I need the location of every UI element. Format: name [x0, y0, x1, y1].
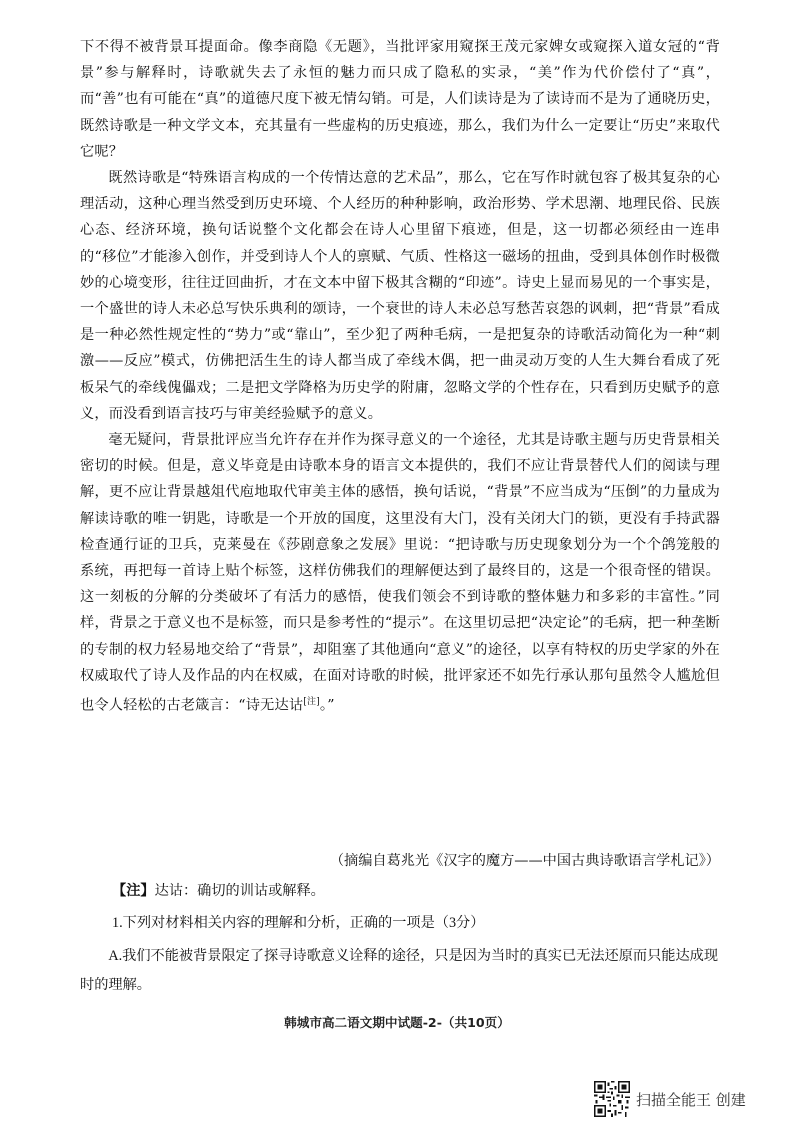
- option-a: A.我们不能被背景限定了探寻诗歌意义诠释的途径，只是因为当时的真实已无法还原而只能达成现时的理解。: [80, 948, 719, 993]
- qr-code-icon: [594, 1081, 630, 1117]
- source-citation: （摘编自葛兆光《汉字的魔方——中国古典诗歌语言学札记》）: [329, 853, 720, 869]
- footnote-mark: [注]: [303, 697, 320, 708]
- paragraph-1: 下不得不被背景耳提面命。像李商隐《无题》，当批评家用窥探王茂元家婢女或窥探入道女冠的“背景”参与解释时，诗歌就失去了永恒的魅力而只成了隐私的实录，“美”作为代价偿付了“真”，而“善”也有可能在“真”的道德尺度下被无情勾销。可是，人们读诗是为了读诗而不是为了通晓历史，既然诗歌是一种文学文本，充其量有一些虚构的历史痕迹，那么，我们为什么一定要让“历史”来取代它呢？: [80, 39, 720, 160]
- paragraph-2: 既然诗歌是“特殊语言构成的一个传情达意的艺术品”，那么，它在写作时就包容了极其复杂的心理活动，这种心理当然受到历史环境、个人经历的种种影响，政治形势、学术思潮、地理民俗、民族心态、经济环境，换句话说整个文化都会在诗人心里留下痕迹，但是，这一切都必须经由一连串的“移位”才能渗入创作，并受到诗人个人的禀赋、气质、性格这一磁场的扭曲，受到具体创作时极微妙的心境变形，往往迂回曲折，才在文本中留下极其含糊的“印迹”。诗史上显而易见的一个事实是，一个盛世的诗人未必总写快乐典利的颂诗，一个衰世的诗人未必总写愁苦哀怨的讽刺，把“背景”看成是一种必然性规定性的“势力”或“靠山”，至少犯了两种毛病，一是把复杂的诗歌活动简化为一种“刺激——反应”模式，仿佛把活生生的诗人都当成了牵线木偶，把一曲灵动万变的人生大舞台看成了死板呆气的牵线傀儡戏；二是把文学降格为历史学的附庸，忽略文学的个性存在，只看到历史赋予的意义，而没看到语言技巧与审美经验赋予的意义。: [80, 170, 720, 422]
- footnote-tag: 【注】: [112, 883, 155, 899]
- footnote: [112, 878, 720, 904]
- article-body: [80, 34, 720, 719]
- scanner-watermark: [594, 1080, 746, 1118]
- page-footer: 韩城市高二语文期中试题-2-（共10页）: [284, 1015, 510, 1030]
- paragraph-3-end: 。”: [319, 697, 335, 714]
- paragraph-3-text: 毫无疑问，背景批评应当允许存在并作为探寻意义的一个途径，尤其是诗歌主题与历史背景相关密切的时候。但是，意义毕竟是由诗歌本身的语言文本提供的，我们不应让背景替代人们的阅读与理解，更不应让背景越俎代庖地取代审美主体的感悟，换句话说，“背景”不应当成为“压倒”的力量成为解读诗歌的唯一钥匙，诗歌是一个开放的国度，这里没有大门，没有关闭大门的锁，更没有手持武器检查通行证的卫兵，克莱曼在《莎剧意象之发展》里说：“把诗歌与历史现象划分为一个个鸽笼般的系统，再把每一首诗上贴个标签，这样仿佛我们的理解便达到了最终目的，这是一个很奇怪的错误。这一刻板的分解的分类破坏了有活力的感悟，使我们领会不到诗歌的整体魅力和多彩的丰富性。”同样，背景之于意义也不是标签，而只是参考性的“提示”。在这里切忌把“决定论”的毛病，把一种垄断的专制的权力轻易地交给了“背景”，却阻塞了其他通向“意义”的途径，以享有特权的历史学家的外在权威取代了诗人及作品的内在权威，在面对诗歌的时候，批评家还不如先行承认那句虽然令人尴尬但也令人轻松的古老箴言：“诗无达诂: [80, 432, 720, 714]
- question-1: 1.下列对材料相关内容的理解和分析，正确的一项是（3分）: [112, 915, 485, 931]
- footnote-text: 达诂：确切的训诂或解释。: [154, 883, 325, 899]
- watermark-text: 扫描全能王 创建: [636, 1090, 746, 1109]
- paragraph-3: [80, 427, 720, 719]
